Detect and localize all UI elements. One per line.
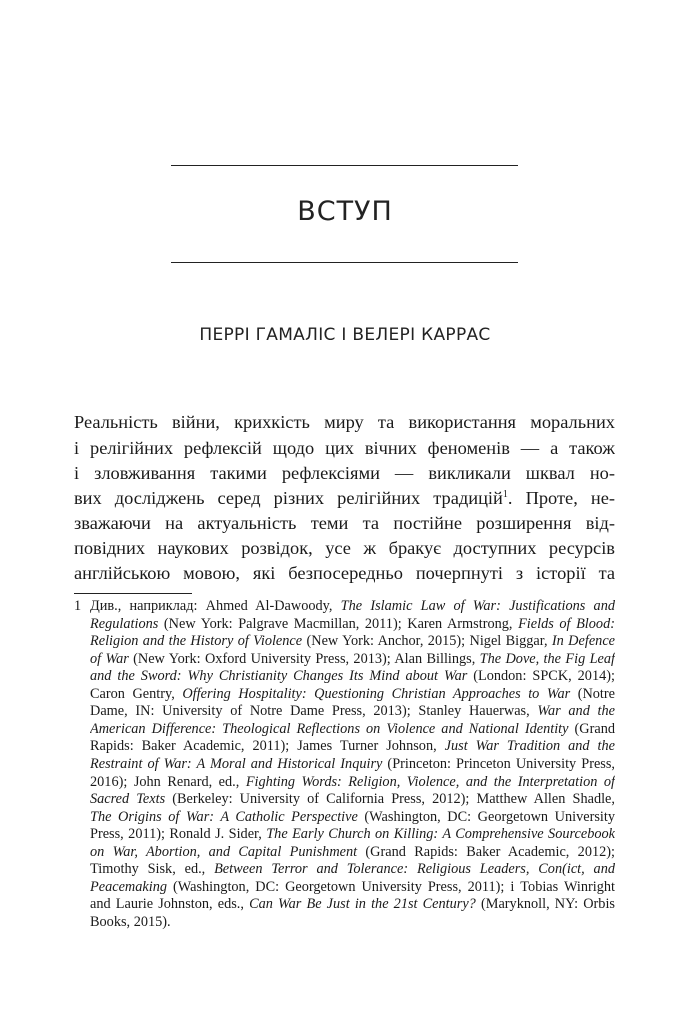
footnote-title: on War, Abortion, and Capital Punishment <box>90 843 358 860</box>
footnote-title: Between Terror and Tolerance: Religious Leaders, Con(ict, and <box>214 861 615 878</box>
footnote-title: Religion and the History of Violence <box>90 633 303 650</box>
footnote-text: (Grand Rapids: Baker Academic, 2012); <box>357 843 615 860</box>
footnote-text: (London: SPCK, 2014); <box>467 668 615 685</box>
footnote-title: American Difference: Theological Reflections on Violence and National Identity <box>90 720 569 737</box>
footnote-line <box>90 808 615 826</box>
body-line: і зловживання такими рефлексіями — викликали шквал но- <box>74 463 615 483</box>
footnote-text: (Maryknoll, NY: Orbis <box>475 896 615 913</box>
footnote-title: Peacemaking <box>90 878 168 895</box>
footnote-separator <box>74 593 192 594</box>
body-line: повідних наукових розвідок, усе ж бракує доступних ресурсів <box>74 538 615 558</box>
footnote-text: 2016); John Renard, ed., <box>90 773 246 790</box>
footnote-text: (Washington, DC: Georgetown University <box>357 808 615 825</box>
footnote-line <box>90 615 615 633</box>
chapter-title: ВСТУП <box>297 196 393 227</box>
footnote-line <box>90 878 615 896</box>
footnote-line <box>90 720 615 738</box>
footnote-line <box>90 843 615 861</box>
footnote-title: Offering Hospitality: Questioning Christian Approaches to War <box>182 685 571 702</box>
footnote-title: Sacred Texts <box>90 791 166 808</box>
body-line: англійською мовою, які безпосередньо почерпнуті з історії та <box>74 563 615 583</box>
footnote-number: 1 <box>74 598 82 614</box>
footnote-text: (Berkeley: University of California Press, 2012); Matthew Allen Shadle, <box>165 791 615 808</box>
footnote-line <box>90 632 615 650</box>
footnote-line <box>90 702 615 720</box>
footnote-text: Caron Gentry, <box>90 685 183 702</box>
footnote-line <box>90 773 615 791</box>
footnote-line <box>90 860 615 878</box>
body-line-text: вих досліджень серед різних релігійних традицій <box>74 488 503 508</box>
footnote-line <box>90 597 615 615</box>
body-line: Реальність війни, крихкість миру та використання моральних <box>74 412 615 432</box>
footnote-ref: 1 <box>502 489 508 500</box>
footnote-text: (New York: Oxford University Press, 2013); Alan Billings, <box>128 650 480 667</box>
footnote-line <box>90 913 615 931</box>
footnote-title: In Defence <box>551 633 615 650</box>
footnote-line <box>90 667 615 685</box>
footnote-text: (Washington, DC: Georgetown University Press, 2011); і Tobias Winright <box>167 878 615 895</box>
footnote-title: and the Sword: Why Christianity Changes Its Mind about War <box>90 668 468 685</box>
footnote-title: War and the <box>537 703 615 720</box>
footnote-line <box>90 825 615 843</box>
footnote-title: Just War Tradition and the <box>444 738 615 755</box>
footnote-title: The Islamic Law of War: Justifications and <box>340 598 615 614</box>
footnote-line <box>90 650 615 668</box>
footnote-line <box>90 895 615 913</box>
top-rule <box>171 165 518 166</box>
footnote-text: Rapids: Baker Academic, 2011); James Turner Johnson, <box>90 738 445 755</box>
footnote-text: Books, 2015). <box>90 913 171 930</box>
footnote-line <box>90 685 615 703</box>
footnote-title: Regulations <box>90 615 159 632</box>
footnote-title: Fighting Words: Religion, Violence, and the Interpretation of <box>245 773 615 790</box>
body-line <box>74 486 615 510</box>
bottom-rule <box>171 262 518 263</box>
footnote-line <box>90 755 615 773</box>
body-line: і релігійних рефлексій щодо цих вічних феноменів — а також <box>74 438 615 458</box>
footnote-text: (New York: Anchor, 2015); Nigel Biggar, <box>302 633 552 650</box>
footnote-text: Timothy Sisk, ed., <box>90 861 215 878</box>
footnote-title: Fields of Blood: <box>518 615 615 632</box>
footnote-line <box>90 790 615 808</box>
footnote-text: (Princeton: Princeton University Press, <box>382 755 615 772</box>
footnote-text: Press, 2011); Ronald J. Sider, <box>90 826 267 843</box>
footnote-title: The Early Church on Killing: A Comprehensive Sourcebook <box>266 826 615 843</box>
footnote-title: of War <box>90 650 129 667</box>
footnote-text: (Grand <box>568 720 615 737</box>
footnote-title: Can War Be Just in the 21st Century? <box>249 896 476 913</box>
footnote-text: Див., наприклад: Ahmed Al-Dawoody, <box>90 598 341 614</box>
chapter-authors: ПЕРРІ ГАМАЛІС І ВЕЛЕРІ КАРРАС <box>199 325 491 345</box>
footnote-text: (Notre <box>570 685 615 702</box>
footnote-title: The Origins of War: A Catholic Perspective <box>90 808 358 825</box>
footnote-title: Restraint of War: A Moral and Historical Inquiry <box>90 755 383 772</box>
footnote-title: The Dove, the Fig Leaf <box>479 650 615 667</box>
footnote-line <box>90 737 615 755</box>
footnote-text: and Laurie Johnston, eds., <box>90 896 250 913</box>
body-line-text: . Проте, не- <box>507 488 615 508</box>
body-line: зважаючи на актуальність теми та постійне розширення від- <box>74 513 615 533</box>
footnote-text: (New York: Palgrave Macmillan, 2011); Karen Armstrong, <box>158 615 519 632</box>
footnote-text: Dame, IN: University of Notre Dame Press, 2013); Stanley Hauerwas, <box>90 703 538 720</box>
